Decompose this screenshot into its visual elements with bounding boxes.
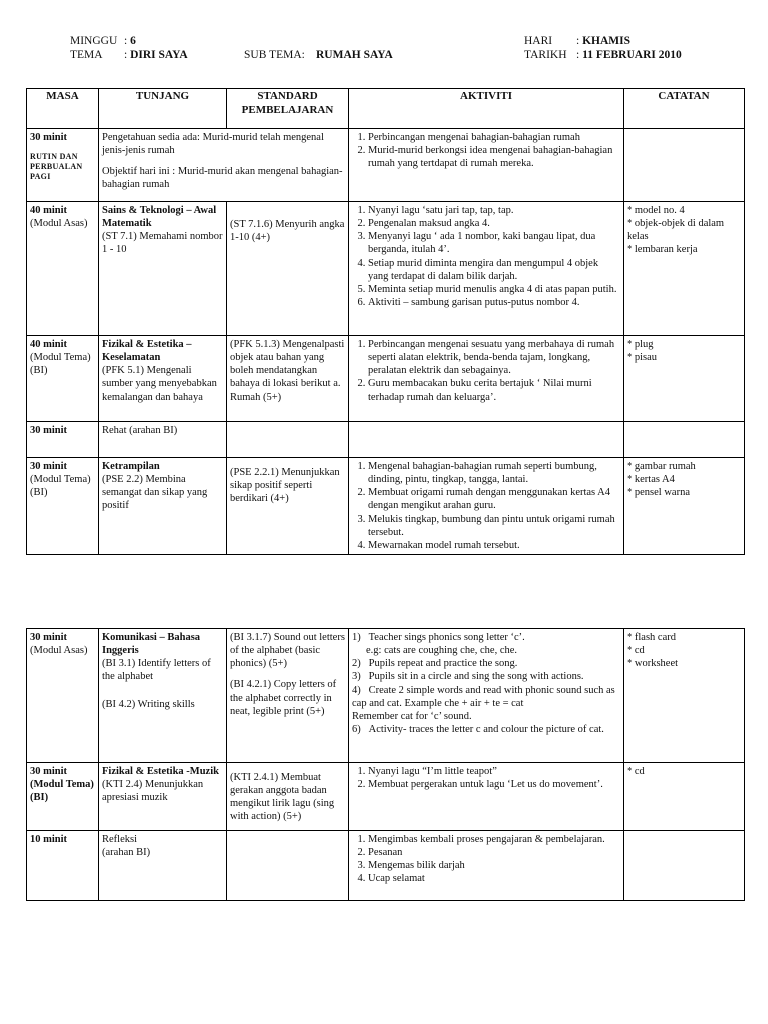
table-row — [27, 831, 745, 901]
catatan-item: * plug — [627, 338, 741, 351]
masa-time: 30 minit — [30, 425, 68, 436]
tarikh-value: 11 FEBRUARI 2010 — [582, 49, 682, 61]
aktiviti-item: 2. Membuat origami rumah dengan menggunakan kertas A4 dengan mengikut arahan guru. — [368, 486, 620, 512]
standard-text: (PFK 5.1.3) Mengenalpasti objek atau bahan yang boleh mendatangkan bahaya di lokasi berikut a. Rumah (5+) — [230, 339, 345, 403]
aktiviti-item: 2. Pengenalan maksud angka 4. — [368, 217, 620, 230]
masa-sub: RUTIN DAN PERBUALAN PAGI — [30, 152, 83, 182]
tunjang-text: (arahan BI) — [102, 847, 151, 859]
catatan-item: * pensel warna — [627, 486, 741, 499]
aktiviti-item: 5. Meminta setiap murid menulis angka 4 di atas papan putih. — [368, 283, 620, 296]
col-tunjang: TUNJANG — [99, 89, 227, 129]
masa-sub: (Modul Tema) — [30, 474, 91, 486]
masa-sub: (Modul Tema) — [30, 779, 94, 791]
aktiviti-item: Pupils repeat and practice the song. — [368, 658, 518, 670]
catatan-item: * flash card — [627, 631, 741, 644]
aktiviti-item: 2. Murid-murid berkongsi idea mengenai bahagian-bahagian rumah yang tertdapat di rumah mereka. — [368, 144, 620, 170]
masa-time: 30 minit — [30, 632, 68, 643]
col-catatan: CATATAN — [624, 89, 745, 129]
catatan-item: * lembaran kerja — [627, 243, 741, 256]
lesson-plan-table-2 — [26, 628, 745, 901]
tunjang-title: Fizikal & Estetika -Muzik — [102, 766, 219, 777]
lesson-plan-table-1 — [26, 88, 745, 555]
aktiviti-item: 2. Pesanan — [368, 846, 620, 859]
standard-text: (KTI 2.4.1) Membuat gerakan anggota badan mengikut lirik lagu (sing with action) (5+) — [230, 772, 335, 823]
minggu-value: 6 — [130, 35, 136, 47]
aktiviti-item: 2. Membuat pergerakan untuk lagu ‘Let us do movement’. — [368, 778, 620, 791]
masa-time: 30 minit — [30, 461, 68, 472]
table-row — [27, 422, 745, 458]
aktiviti-item: Pupils sit in a circle and sing the song with actions. — [368, 671, 584, 683]
aktiviti-item: 3. Menyanyi lagu ‘ ada 1 nombor, kaki bangau lipat, dua berganda, itulah 4’. — [368, 230, 620, 256]
tunjang-text: Rehat (arahan BI) — [102, 425, 178, 436]
tarikh-label: TARIKH — [524, 49, 567, 61]
table-row — [27, 202, 745, 336]
masa-sub: (Modul Tema) — [30, 352, 91, 364]
col-standard: STANDARD PEMBELAJARAN — [227, 89, 349, 129]
tema-label: TEMA — [70, 49, 103, 61]
catatan-item: * objek-objek di dalam kelas — [627, 217, 741, 243]
table-row — [27, 129, 745, 202]
aktiviti-item: 1. Perbincangan mengenai sesuatu yang merbahaya di rumah seperti alatan elektrik, benda-benda tajam, longkang, peralatan elektrik dan sebagainya. — [368, 338, 620, 377]
masa-sub: (BI) — [30, 365, 48, 377]
tunjang-title: Komunikasi – Bahasa Inggeris — [102, 632, 201, 657]
catatan-item: * kertas A4 — [627, 473, 741, 486]
aktiviti-item: 1. Nyanyi lagu “I’m little teapot” — [368, 765, 620, 778]
standard-text: (PSE 2.2.1) Menunjukkan sikap positif seperti berdikari (4+) — [230, 467, 340, 505]
tunjang-title: Fizikal & Estetika – Keselamatan — [102, 339, 192, 364]
standard-text: (BI 4.2.1) Copy letters of the alphabet correctly in neat, legible print (5+) — [230, 679, 337, 717]
masa-time: 30 minit — [30, 766, 68, 777]
tunjang-text: Refleksi — [102, 834, 137, 845]
masa-sub: (BI) — [30, 487, 48, 499]
masa-sub: (Modul Asas) — [30, 218, 88, 230]
aktiviti-item: 3. Mengemas bilik darjah — [368, 859, 620, 872]
aktiviti-item: 4. Mewarnakan model rumah tersebut. — [368, 539, 620, 552]
catatan-item: * model no. 4 — [627, 204, 741, 217]
table-row — [27, 763, 745, 831]
aktiviti-item: 4. Ucap selamat — [368, 872, 620, 885]
tunjang-text: (BI 3.1) Identify letters of the alphabet — [102, 658, 211, 683]
col-aktiviti: AKTIVITI — [349, 89, 624, 129]
hari-label: HARI — [524, 35, 553, 47]
catatan-item: * cd — [627, 644, 741, 657]
tunjang-title: Ketrampilan — [102, 461, 160, 472]
aktiviti-item: Remember cat for ‘c’ sound. — [352, 710, 472, 722]
tema-value: DIRI SAYA — [130, 49, 188, 61]
minggu-label: MINGGU — [70, 35, 118, 47]
aktiviti-item: e.g: cats are coughing che, che, che. — [366, 645, 518, 657]
masa-sub: (BI) — [30, 792, 49, 804]
tunjang-text: (PSE 2.2) Membina semangat dan sikap yang positif — [102, 474, 208, 512]
catatan-item: * pisau — [627, 351, 741, 364]
aktiviti-item: 2. Guru membacakan buku cerita bertajuk ‘ Nilai murni terhadap rumah dan keluarga’. — [368, 377, 620, 403]
tunjang-text: (KTI 2.4) Menunjukkan apresiasi muzik — [102, 779, 204, 804]
page-header: MINGGU : 6 TEMA : DIRI SAYA SUB TEMA: RUMAH SAYA HARI : KHAMIS TARIKH : 11 FEBRUARI 2010 — [70, 35, 682, 61]
masa-time: 30 minit — [30, 132, 68, 143]
standard-text: (BI 3.1.7) Sound out letters of the alphabet (basic phonics) (5+) — [230, 632, 345, 670]
tunjang-title: Sains & Teknologi – Awal Matematik — [102, 205, 217, 230]
table-row: 30 minit (Modul Asas) Komunikasi – Bahasa Inggeris (BI 3.1) Identify letters of the alphabet (BI 4.2) Writing skills (BI 3.1.7) Sound out letters of the alphabet (basic phonics) (5+) (BI 4.2.1) Copy letters of the alphabet correctly in neat, legible print (5+) 1) Teacher sings phonics song letter ‘c’. e.g: cats are coughing che, che, che. 2) Pupils repeat and practice the song. 3) Pupils sit in a circle and sing the song with actions. 4) Create 2 simple words and read with phonic sound such as cap and cat. Example che + air + te = cat Remember cat for ‘c’ sound. 6) Activity- traces the letter c and colour the picture of cat. * flash card * cd * worksheet — [27, 629, 745, 763]
table-row — [27, 336, 745, 422]
tunjang-text: (BI 4.2) Writing skills — [102, 698, 195, 710]
subtema-value: RUMAH SAYA — [316, 49, 393, 61]
aktiviti-item: 6. Aktiviti – sambung garisan putus-putus nombor 4. — [368, 296, 620, 309]
masa-time: 10 minit — [30, 834, 68, 845]
col-masa: MASA — [27, 89, 99, 129]
catatan-item: * cd — [627, 766, 645, 777]
aktiviti-item: 3. Melukis tingkap, bumbung dan pintu untuk origami rumah tersebut. — [368, 513, 620, 539]
tunjang-text: (ST 7.1) Memahami nombor 1 - 10 — [102, 231, 223, 256]
aktiviti-item: 1. Nyanyi lagu ‘satu jari tap, tap, tap. — [368, 204, 620, 217]
aktiviti-item: 1. Mengimbas kembali proses pengajaran & pembelajaran. — [368, 833, 620, 846]
tunjang-text: Pengetahuan sedia ada: Murid-murid telah mengenal jenis-jenis rumah — [102, 132, 324, 157]
aktiviti-item: 1. Mengenal bahagian-bahagian rumah seperti bumbung, dinding, pintu, tingkap, tangga, lantai. — [368, 460, 620, 486]
subtema-label: SUB TEMA: — [244, 49, 305, 61]
aktiviti-item: Teacher sings phonics song letter ‘c’. — [368, 632, 525, 643]
catatan-item: * worksheet — [627, 657, 741, 670]
masa-sub: (Modul Asas) — [30, 645, 88, 657]
tunjang-text: Objektif hari ini : Murid-murid akan mengenal bahagian-bahagian rumah — [102, 166, 343, 191]
aktiviti-item: Create 2 simple words and read with phonic sound such as cap and cat. Example che + air + te = cat — [352, 684, 615, 709]
aktiviti-item: 1. Perbincangan mengenai bahagian-bahagian rumah — [368, 131, 620, 144]
standard-text: (ST 7.1.6) Menyurih angka 1-10 (4+) — [230, 219, 345, 244]
aktiviti-item: 4. Setiap murid diminta mengira dan mengumpul 4 objek yang terdapat di dalam bilik darjah. — [368, 257, 620, 283]
tunjang-text: (PFK 5.1) Mengenali sumber yang menyebabkan kemalangan dan bahaya — [102, 365, 217, 403]
table-row — [27, 458, 745, 555]
catatan-item: * gambar rumah — [627, 460, 741, 473]
hari-value: KHAMIS — [582, 35, 630, 47]
masa-time: 40 minit — [30, 205, 68, 216]
aktiviti-item: Activity- traces the letter c and colour the picture of cat. — [368, 723, 604, 735]
masa-time: 40 minit — [30, 339, 68, 350]
